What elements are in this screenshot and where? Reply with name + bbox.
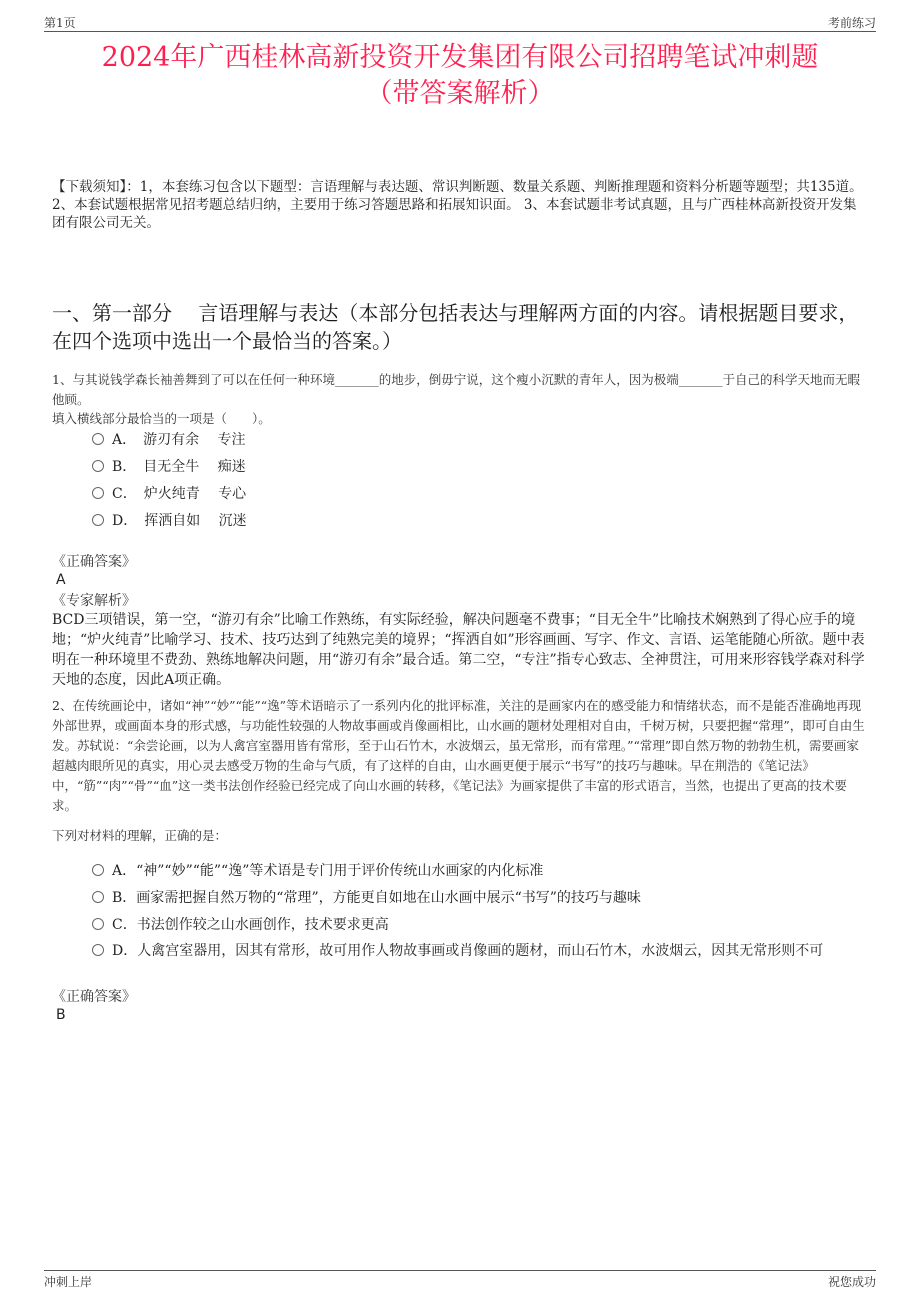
radio-icon[interactable] [92, 460, 104, 472]
radio-icon[interactable] [92, 891, 104, 903]
question-2-prompt: 下列对材料的理解，正确的是： [52, 828, 228, 843]
option-label: A．“神”“妙”“能”“逸”等术语是专门用于评价传统山水画家的内化标准 [112, 863, 544, 879]
option-label: B．画家需把握自然万物的“常理”，方能更自如地在山水画中展示“书写”的技巧与趣味 [112, 890, 641, 906]
title-line-2: （带答案解析） [365, 78, 555, 109]
footer-left-text: 冲刺上岸 [44, 1275, 93, 1289]
footer-right-text: 祝您成功 [827, 1275, 876, 1289]
question-2-text: 2、在传统画论中，诸如“神”“妙”“能”“逸”等术语暗示了一系列内化的批评标准，关注的是画家内在的感受能力和情绪状态，而不是能否准确地再现外部世界，或画面本身的形式感，与功能性较强的人物故事画或肖像画相比，山水画的题材处理相对自由，千树万树，只要把握“常理”，即可自由生发。苏轼说：“余尝论画，以为人禽宫室器用皆有常形，至于山石竹木，水波烟云，虽无常形，而有常理。”“常理”即自然万物的勃勃生机，需要画家超越肉眼所见的真实，用心灵去感受万物的生命与气质，有了这样的自由，山水画更便于展示“书写”的技巧与趣味。早在荆浩的《笔记法》中，“筋”“肉”“骨”“血”这一类书法创作经验已经完成了向山水画的转移，《笔记法》为画家提供了丰富的形式语言，当然，也提出了更高的技术要求。 [52, 698, 865, 813]
answer-label: 《正确答案》 [52, 989, 136, 1005]
page-number: 第1页 [44, 16, 76, 30]
option-label: A． 游刃有余 专注 [112, 432, 246, 448]
question-2-option-c[interactable] [92, 913, 858, 937]
radio-icon[interactable] [92, 944, 104, 956]
option-label: D．人禽宫室器用，因其有常形，故可用作人物故事画或肖像画的题材，而山石竹木，水波烟云，因其无常形则不可 [112, 943, 824, 959]
header-rule [44, 31, 876, 32]
option-label: D． 挥洒自如 沉迷 [112, 513, 247, 529]
radio-icon[interactable] [92, 864, 104, 876]
question-2-option-b[interactable] [92, 886, 858, 910]
question-2-option-d[interactable] [92, 940, 858, 962]
page-header [44, 14, 876, 32]
option-label: B． 目无全牛 痴迷 [112, 459, 246, 475]
footer-rule [44, 1270, 876, 1271]
question-1-option-a[interactable] [92, 428, 858, 452]
answer-value: A [56, 572, 66, 588]
radio-icon[interactable] [92, 433, 104, 445]
option-label: C．书法创作较之山水画创作，技术要求更高 [112, 917, 389, 933]
page-footer [44, 1273, 876, 1291]
download-notice: 【下载须知】：1，本套练习包含以下题型：言语理解与表达题、常识判断题、数量关系题、判断推理题和资料分析题等题型；共135道。 2、本套试题根据常见招考题总结归纳，主要用于练习答题思路和拓展知识面。 3、本套试题非考试真题，且与广西桂林高新投资开发集团有限公司无关。 [52, 179, 863, 231]
question-1-prompt: 填入横线部分最恰当的一项是（ ）。 [52, 411, 271, 426]
radio-icon[interactable] [92, 487, 104, 499]
question-1-option-c[interactable] [92, 482, 858, 506]
question-2-option-a[interactable] [92, 859, 858, 883]
title-line-1: 2024年广西桂林高新投资开发集团有限公司招聘笔试冲刺题 [101, 42, 819, 73]
question-1-option-b[interactable] [92, 455, 858, 479]
answer-value: B [56, 1007, 66, 1023]
question-1-option-d[interactable] [92, 509, 858, 533]
question-1-text: 1、与其说钱学森长袖善舞到了可以在任何一种环境_______的地步，倒毋宁说，这个瘦小沉默的青年人，因为极端_______于自己的科学天地而无暇他顾。 [52, 372, 860, 407]
section-heading: 一、第一部分 言语理解与表达（本部分包括表达与理解两方面的内容。请根据题目要求，在四个选项中选出一个最恰当的答案。） [52, 301, 859, 353]
explanation-text: BCD三项错误，第一空，“游刃有余”比喻工作熟练，有实际经验，解决问题毫不费事；“目无全牛”比喻技术娴熟到了得心应手的境地；“炉火纯青”比喻学习、技术、技巧达到了纯熟完美的境界；“挥洒自如”形容画画、写字、作文、言语、运笔能随心所欲。题中表明在一种环境里不费劲、熟练地解决问题，用“游刃有余”最合适。第二空，“专注”指专心致志、全神贯注，可用来形容钱学森对科学天地的态度，因此A项正确。 [52, 612, 865, 688]
option-label: C． 炉火纯青 专心 [112, 486, 247, 502]
document-title [40, 40, 880, 112]
radio-icon[interactable] [92, 918, 104, 930]
answer-label: 《正确答案》 [52, 554, 136, 570]
header-tag: 考前练习 [827, 16, 876, 30]
explanation-label: 《专家解析》 [52, 593, 136, 609]
radio-icon[interactable] [92, 514, 104, 526]
